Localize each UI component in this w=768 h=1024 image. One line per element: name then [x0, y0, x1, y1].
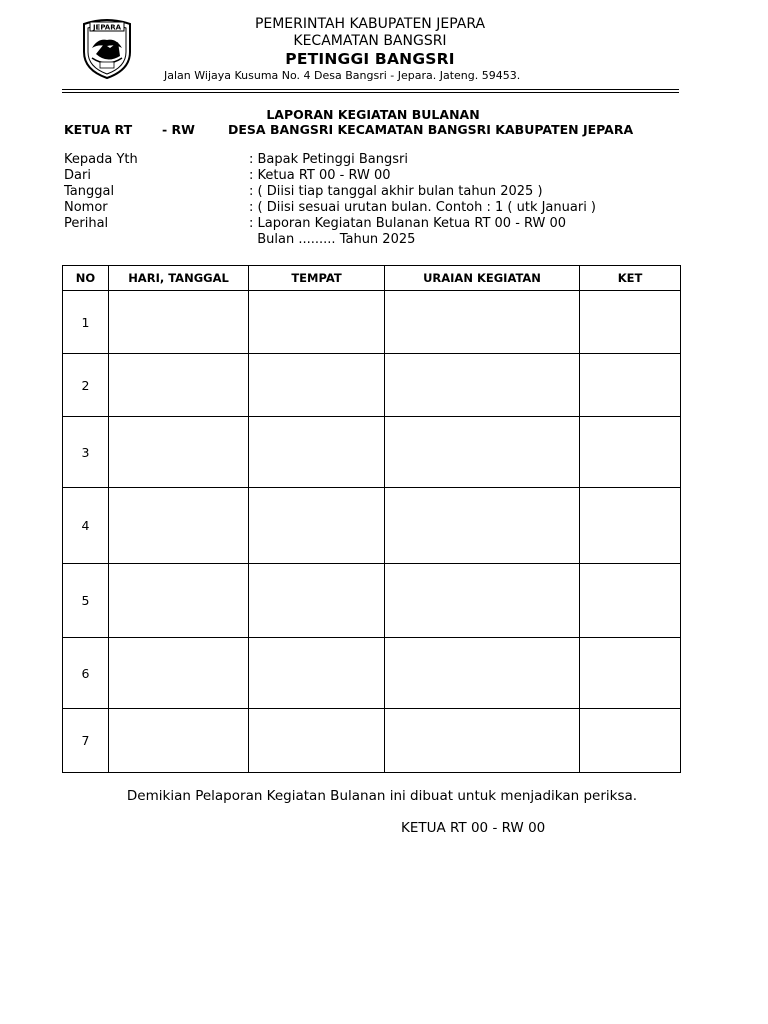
table-row: [63, 638, 681, 709]
government-name: PEMERINTAH KABUPATEN JEPARA: [254, 16, 486, 32]
row-number: 2: [63, 354, 109, 417]
cell-ket[interactable]: [580, 638, 681, 709]
activity-table: [62, 265, 681, 773]
header-ket: KET: [580, 266, 681, 291]
row-number: 7: [63, 709, 109, 773]
office-address: Jalan Wijaya Kusuma No. 4 Desa Bangsri - Jepara. Jateng. 59453.: [164, 69, 521, 82]
cell-uraian-kegiatan[interactable]: [385, 564, 580, 638]
cell-hari-tanggal[interactable]: [109, 354, 249, 417]
perihal-value: : Laporan Kegiatan Bulanan Ketua RT 00 - RW 00: [249, 216, 567, 231]
cell-ket[interactable]: [580, 488, 681, 564]
cell-tempat[interactable]: [249, 638, 385, 709]
letterhead-divider: [62, 89, 679, 90]
table-row: [63, 417, 681, 488]
header-uraian-kegiatan: URAIAN KEGIATAN: [385, 266, 580, 291]
report-subtitle-rw: - RW: [162, 122, 195, 137]
row-number: 3: [63, 417, 109, 488]
header-hari-tanggal: HARI, TANGGAL: [109, 266, 249, 291]
cell-ket[interactable]: [580, 417, 681, 488]
office-name: PETINGGI BANGSRI: [285, 50, 455, 68]
cell-ket[interactable]: [580, 354, 681, 417]
nomor-value: : ( Diisi sesuai urutan bulan. Contoh : 1 ( utk Januari ): [249, 200, 597, 215]
table-row: [63, 291, 681, 354]
row-number: 4: [63, 488, 109, 564]
cell-hari-tanggal[interactable]: [109, 564, 249, 638]
cell-uraian-kegiatan[interactable]: [385, 488, 580, 564]
district-name: KECAMATAN BANGSRI: [293, 33, 447, 49]
dari-value: : Ketua RT 00 - RW 00: [249, 168, 391, 183]
logo-text: JEPARA: [92, 23, 122, 32]
cell-uraian-kegiatan[interactable]: [385, 354, 580, 417]
letterhead-divider-thin: [62, 92, 679, 93]
cell-tempat[interactable]: [249, 417, 385, 488]
report-subtitle-rt: KETUA RT: [64, 122, 133, 137]
table-header-row: [63, 266, 681, 291]
kepada-label: Kepada Yth: [64, 152, 138, 167]
cell-ket[interactable]: [580, 291, 681, 354]
signature-block: KETUA RT 00 - RW 00: [401, 820, 546, 836]
cell-tempat[interactable]: [249, 709, 385, 773]
row-number: 5: [63, 564, 109, 638]
cell-uraian-kegiatan[interactable]: [385, 417, 580, 488]
cell-uraian-kegiatan[interactable]: [385, 638, 580, 709]
cell-tempat[interactable]: [249, 354, 385, 417]
cell-uraian-kegiatan[interactable]: [385, 291, 580, 354]
row-number: 6: [63, 638, 109, 709]
cell-tempat[interactable]: [249, 488, 385, 564]
tanggal-label: Tanggal: [64, 184, 115, 199]
cell-hari-tanggal[interactable]: [109, 709, 249, 773]
cell-uraian-kegiatan[interactable]: [385, 709, 580, 773]
table-row: [63, 354, 681, 417]
row-number: 1: [63, 291, 109, 354]
cell-ket[interactable]: [580, 709, 681, 773]
perihal-value-period: Bulan ......... Tahun 2025: [249, 232, 416, 247]
cell-hari-tanggal[interactable]: [109, 638, 249, 709]
closing-statement: Demikian Pelaporan Kegiatan Bulanan ini dibuat untuk menjadikan periksa.: [126, 788, 638, 804]
report-subtitle-desa: DESA BANGSRI KECAMATAN BANGSRI KABUPATEN JEPARA: [228, 122, 634, 137]
cell-ket[interactable]: [580, 564, 681, 638]
tanggal-value: : ( Diisi tiap tanggal akhir bulan tahun 2025 ): [249, 184, 543, 199]
cell-tempat[interactable]: [249, 291, 385, 354]
header-tempat: TEMPAT: [249, 266, 385, 291]
report-title: LAPORAN KEGIATAN BULANAN: [266, 107, 480, 122]
perihal-label: Perihal: [64, 216, 109, 231]
table-row: [63, 709, 681, 773]
table-row: [63, 488, 681, 564]
nomor-label: Nomor: [64, 200, 108, 215]
jepara-emblem-icon: [80, 18, 134, 80]
dari-label: Dari: [64, 168, 91, 183]
cell-hari-tanggal[interactable]: [109, 488, 249, 564]
header-no: NO: [63, 266, 109, 291]
cell-hari-tanggal[interactable]: [109, 291, 249, 354]
cell-hari-tanggal[interactable]: [109, 417, 249, 488]
kepada-value: : Bapak Petinggi Bangsri: [249, 152, 408, 167]
table-row: [63, 564, 681, 638]
cell-tempat[interactable]: [249, 564, 385, 638]
